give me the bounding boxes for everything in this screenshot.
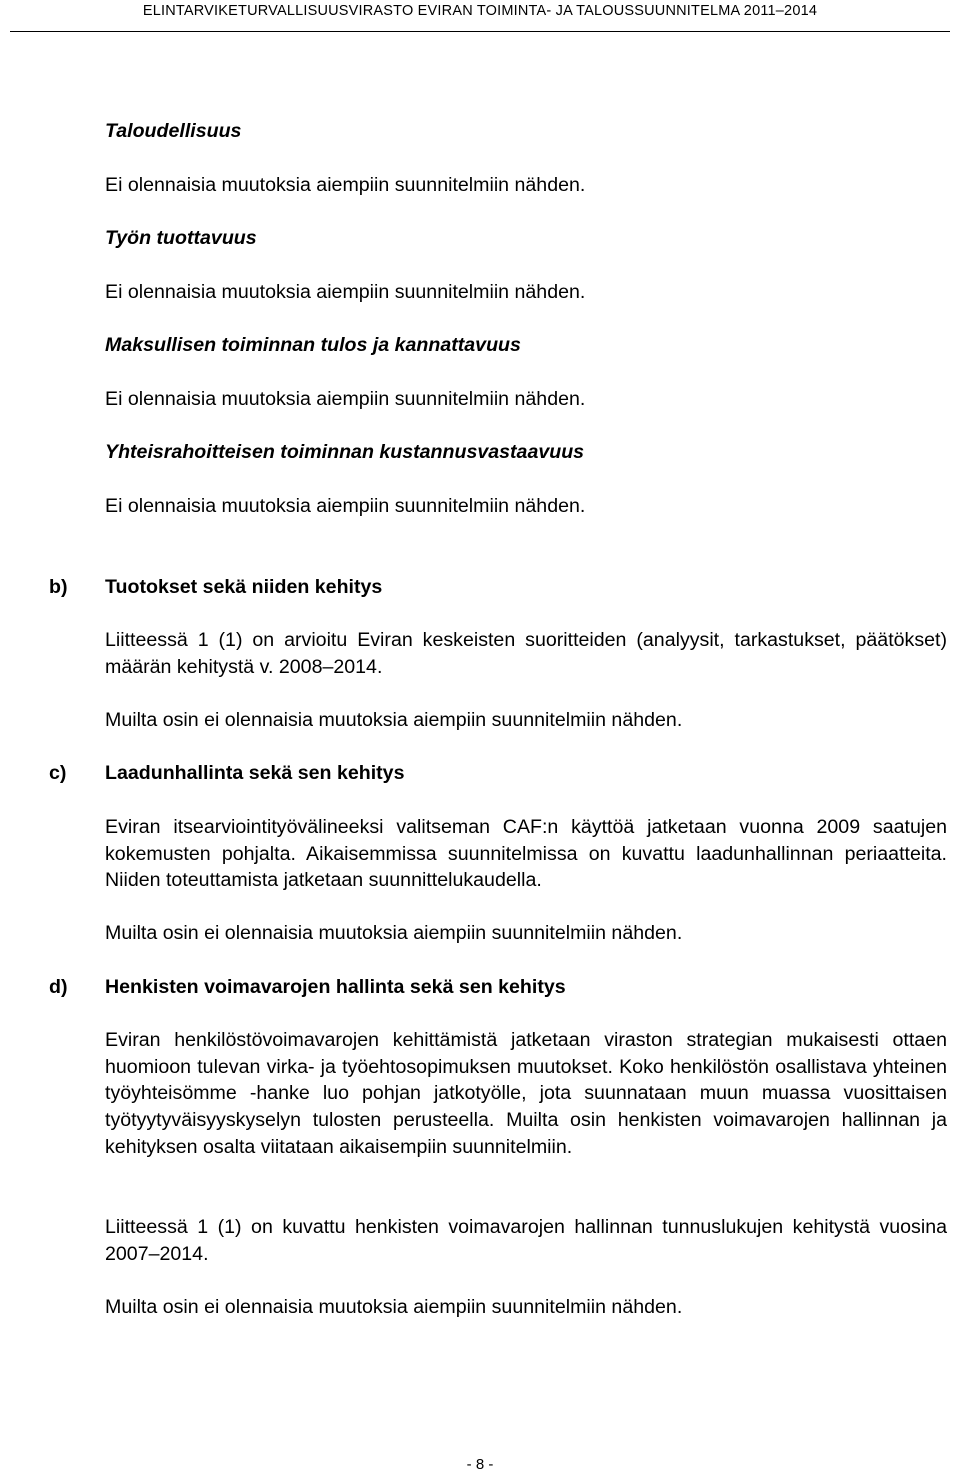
section-b-letter: b): [49, 576, 68, 598]
subheading-taloudellisuus: Taloudellisuus: [105, 120, 242, 142]
header-divider: [10, 31, 950, 32]
section-c-heading: Laadunhallinta sekä sen kehitys: [105, 762, 405, 784]
section-c-paragraph-1: Eviran itsearviointityövälineeksi valitseman CAF:n käyttöä jatketaan vuonna 2009 saatujen kokemusten pohjalta. Aikaisemmissa suunnitelmissa on kuvattu laadunhallinnan periaatteita. Niiden toteuttamista jatketaan suunnittelukaudella.: [105, 816, 947, 892]
section-d-heading: Henkisten voimavarojen hallinta sekä sen kehitys: [105, 976, 566, 998]
section-b-paragraph-1: Liitteessä 1 (1) on arvioitu Eviran keskeisten suoritteiden (analyysit, tarkastukset, päätökset) määrän kehitystä v. 2008–2014.: [105, 629, 947, 678]
section-c-letter: c): [49, 762, 67, 784]
paragraph-tyon-tuottavuus: Ei olennaisia muutoksia aiempiin suunnitelmiin nähden.: [105, 281, 586, 303]
section-d-paragraph-2: Liitteessä 1 (1) on kuvattu henkisten voimavarojen hallinnan tunnuslukujen kehitystä vuosina 2007–2014.: [105, 1216, 947, 1265]
section-d-paragraph-1: Eviran henkilöstövoimavarojen kehittämistä jatketaan viraston strategian mukaisesti ottaen huomioon tulevan virka- ja työehtosopimuksen muutokset. Koko henkilöstön osallistava yhteinen työyhteisömme -hanke luo pohjan jatkotyölle, jota suunnataan muun muassa vuosittaisen työtyytyväisyyskyselyn tulosten perusteella. Muilta osin henkisten voimavarojen hallinnan ja kehityksen osalta viitataan aikaisempiin suunnitelmiin.: [105, 1029, 947, 1158]
subheading-tyon-tuottavuus: Työn tuottavuus: [105, 227, 257, 249]
subheading-maksullisen-toiminnan: Maksullisen toiminnan tulos ja kannattavuus: [105, 334, 521, 356]
paragraph-taloudellisuus: Ei olennaisia muutoksia aiempiin suunnitelmiin nähden.: [105, 174, 586, 196]
paragraph-maksullisen-toiminnan: Ei olennaisia muutoksia aiempiin suunnitelmiin nähden.: [105, 388, 586, 410]
section-d-letter: d): [49, 976, 68, 998]
section-b-heading: Tuotokset sekä niiden kehitys: [105, 576, 383, 598]
page-header: ELINTARVIKETURVALLISUUSVIRASTO EVIRAN TOIMINTA- JA TALOUSSUUNNITELMA 2011–2014: [142, 3, 818, 19]
section-b-paragraph-2: Muilta osin ei olennaisia muutoksia aiempiin suunnitelmiin nähden.: [105, 709, 683, 731]
subheading-yhteisrahoitteisen: Yhteisrahoitteisen toiminnan kustannusvastaavuus: [105, 441, 585, 463]
section-c-paragraph-2: Muilta osin ei olennaisia muutoksia aiempiin suunnitelmiin nähden.: [105, 922, 683, 944]
page-number: - 8 -: [466, 1456, 494, 1473]
paragraph-yhteisrahoitteisen: Ei olennaisia muutoksia aiempiin suunnitelmiin nähden.: [105, 495, 586, 517]
section-d-paragraph-3: Muilta osin ei olennaisia muutoksia aiempiin suunnitelmiin nähden.: [105, 1296, 683, 1318]
